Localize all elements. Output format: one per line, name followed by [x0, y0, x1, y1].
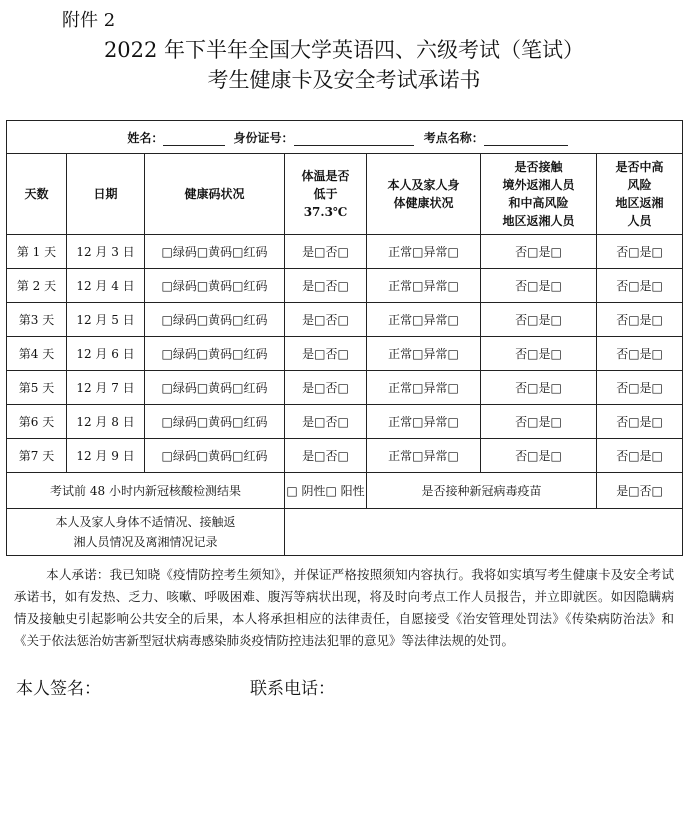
test-label: 考试前 48 小时内新冠核酸检测结果	[7, 473, 285, 509]
test-result-checkbox[interactable]: □ 阴性□ 阳性	[285, 473, 367, 509]
temp-checkbox[interactable]: 是□否□	[285, 303, 367, 337]
venue-field[interactable]	[484, 131, 568, 146]
temp-line2: 低于	[313, 187, 338, 201]
abroad-line1: 是否接触	[514, 160, 563, 174]
day-cell: 第3 天	[7, 303, 67, 337]
promise-paragraph	[14, 564, 674, 652]
health-checkbox[interactable]: 正常□异常□	[367, 439, 481, 473]
day-cell: 第5 天	[7, 371, 67, 405]
date-cell: 12 月 9 日	[67, 439, 145, 473]
date-cell: 12 月 5 日	[67, 303, 145, 337]
abroad-line3: 和中高风险	[508, 196, 569, 210]
health-code-checkbox[interactable]: □绿码□黄码□红码	[145, 303, 285, 337]
col-family-health	[367, 154, 481, 235]
info-cell	[7, 121, 683, 154]
risk-line4: 人员	[627, 214, 652, 228]
day-cell: 第 2 天	[7, 269, 67, 303]
name-field[interactable]	[163, 131, 225, 146]
table-row	[7, 371, 683, 405]
risk-checkbox[interactable]: 否□是□	[597, 235, 683, 269]
test-vaccine-row	[7, 473, 683, 509]
health-card-table	[6, 120, 683, 556]
date-cell: 12 月 7 日	[67, 371, 145, 405]
table-row	[7, 337, 683, 371]
date-cell: 12 月 8 日	[67, 405, 145, 439]
health-checkbox[interactable]: 正常□异常□	[367, 371, 481, 405]
notes-row	[7, 509, 683, 556]
abroad-line2: 境外返湘人员	[502, 178, 575, 192]
name-label: 姓名：	[127, 130, 164, 145]
abroad-checkbox[interactable]: 否□是□	[481, 269, 597, 303]
temp-checkbox[interactable]: 是□否□	[285, 337, 367, 371]
abroad-checkbox[interactable]: 否□是□	[481, 303, 597, 337]
health-code-checkbox[interactable]: □绿码□黄码□红码	[145, 405, 285, 439]
table-row	[7, 269, 683, 303]
date-cell: 12 月 4 日	[67, 269, 145, 303]
col-risk-area	[597, 154, 683, 235]
table-row	[7, 235, 683, 269]
phone-label: 联系电话：	[250, 679, 335, 699]
page-subtitle: 考生健康卡及安全考试承诺书	[207, 68, 481, 92]
abroad-checkbox[interactable]: 否□是□	[481, 235, 597, 269]
day-cell: 第 1 天	[7, 235, 67, 269]
vaccine-label: 是否接种新冠病毒疫苗	[367, 473, 597, 509]
temp-line1: 体温是否	[301, 169, 350, 183]
health-code-checkbox[interactable]: □绿码□黄码□红码	[145, 269, 285, 303]
health-checkbox[interactable]: 正常□异常□	[367, 235, 481, 269]
table-row	[7, 439, 683, 473]
risk-checkbox[interactable]: 否□是□	[597, 371, 683, 405]
col-health-code: 健康码状况	[145, 154, 285, 235]
table-row	[7, 303, 683, 337]
attachment-label: 附件 2	[62, 10, 116, 31]
day-cell: 第6 天	[7, 405, 67, 439]
temp-checkbox[interactable]: 是□否□	[285, 405, 367, 439]
abroad-checkbox[interactable]: 否□是□	[481, 405, 597, 439]
health-checkbox[interactable]: 正常□异常□	[367, 303, 481, 337]
risk-line2: 风险	[627, 178, 652, 192]
notes-field[interactable]	[285, 509, 683, 556]
day-cell: 第7 天	[7, 439, 67, 473]
col-temperature	[285, 154, 367, 235]
table-row	[7, 405, 683, 439]
risk-checkbox[interactable]: 否□是□	[597, 405, 683, 439]
health-line2: 体健康状况	[393, 196, 454, 210]
id-label: 身份证号：	[233, 130, 294, 145]
health-code-checkbox[interactable]: □绿码□黄码□红码	[145, 439, 285, 473]
risk-line1: 是否中高	[615, 160, 664, 174]
risk-checkbox[interactable]: 否□是□	[597, 269, 683, 303]
health-line1: 本人及家人身	[387, 178, 460, 192]
header-row	[7, 154, 683, 235]
health-checkbox[interactable]: 正常□异常□	[367, 269, 481, 303]
date-cell: 12 月 6 日	[67, 337, 145, 371]
day-cell: 第4 天	[7, 337, 67, 371]
risk-checkbox[interactable]: 否□是□	[597, 439, 683, 473]
col-days: 天数	[7, 154, 67, 235]
health-code-checkbox[interactable]: □绿码□黄码□红码	[145, 337, 285, 371]
health-checkbox[interactable]: 正常□异常□	[367, 405, 481, 439]
info-row	[7, 121, 683, 154]
id-field[interactable]	[294, 131, 414, 146]
page-title: 2022 年下半年全国大学英语四、六级考试（笔试）	[103, 38, 585, 62]
risk-line3: 地区返湘	[615, 196, 664, 210]
venue-label: 考点名称：	[423, 130, 484, 145]
col-abroad-contact	[481, 154, 597, 235]
abroad-checkbox[interactable]: 否□是□	[481, 337, 597, 371]
notes-label	[7, 509, 285, 556]
temp-checkbox[interactable]: 是□否□	[285, 371, 367, 405]
temp-checkbox[interactable]: 是□否□	[285, 439, 367, 473]
promise-text: 本人承诺：我已知晓《疫情防控考生须知》，并保证严格按照须知内容执行。我将如实填写考生健康卡及安全考试承诺书，如有发热、乏力、咳嗽、呼吸困难、腹泻等病状出现，将及时向考点工作人员报告，并立即就医。如因隐瞒病情及接触史引起影响公共安全的后果，本人将承担相应的法律责任，自愿接受《治安管理处罚法》《传染病防治法》和《关于依法惩治妨害新型冠状病毒感染肺炎疫情防控违法犯罪的意见》等法律法规的处罚。	[14, 567, 674, 648]
risk-checkbox[interactable]: 否□是□	[597, 337, 683, 371]
notes-label-line1: 本人及家人身体不适情况、接触返	[55, 515, 236, 529]
notes-label-line2: 湘人员情况及离湘情况记录	[73, 535, 218, 549]
col-date: 日期	[67, 154, 145, 235]
health-code-checkbox[interactable]: □绿码□黄码□红码	[145, 371, 285, 405]
risk-checkbox[interactable]: 否□是□	[597, 303, 683, 337]
temp-checkbox[interactable]: 是□否□	[285, 269, 367, 303]
health-code-checkbox[interactable]: □绿码□黄码□红码	[145, 235, 285, 269]
health-checkbox[interactable]: 正常□异常□	[367, 337, 481, 371]
temp-checkbox[interactable]: 是□否□	[285, 235, 367, 269]
abroad-line4: 地区返湘人员	[502, 214, 575, 228]
signature-label: 本人签名：	[16, 679, 101, 699]
vaccine-checkbox[interactable]: 是□否□	[597, 473, 683, 509]
abroad-checkbox[interactable]: 否□是□	[481, 439, 597, 473]
temp-line3: 37.3℃	[303, 205, 348, 219]
date-cell: 12 月 3 日	[67, 235, 145, 269]
abroad-checkbox[interactable]: 否□是□	[481, 371, 597, 405]
